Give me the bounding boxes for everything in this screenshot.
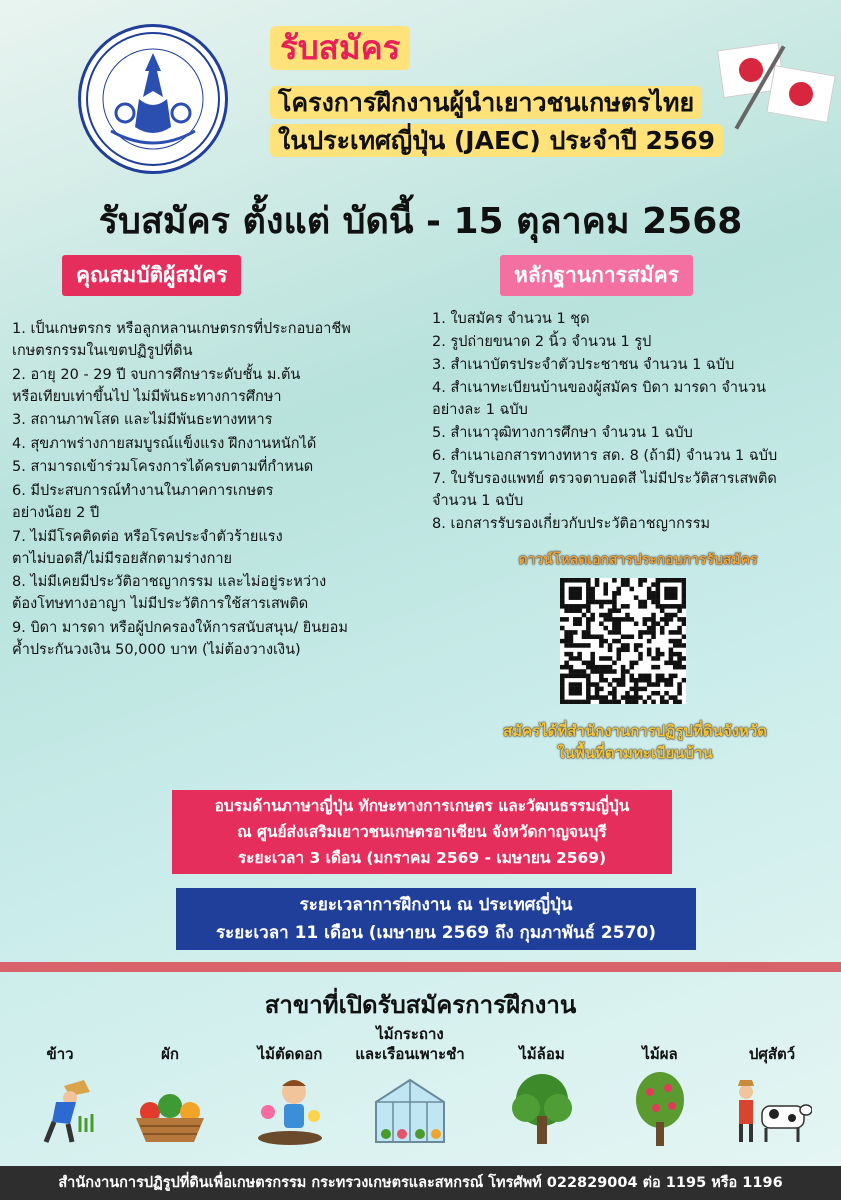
cut-flower-icon bbox=[250, 1072, 330, 1147]
japan-flag-icon bbox=[766, 65, 835, 123]
qualification-item-line: ค้ำประกันวงเงิน 50,000 บาท (ไม่ต้องวางเงิน) bbox=[12, 641, 301, 658]
apply-location-note bbox=[430, 720, 840, 764]
alro-logo bbox=[78, 24, 228, 174]
page-title: รับสมัคร bbox=[270, 26, 410, 70]
branch-greenhouse bbox=[350, 1018, 470, 1147]
qualification-item-line: ตาไม่บอดสี/ไม่มีรอยสักตามร่างกาย bbox=[12, 550, 233, 567]
training-thailand-box bbox=[172, 790, 672, 874]
qualification-item-line: 5. สามารถเข้าร่วมโครงการได้ครบตามที่กำหนด bbox=[12, 459, 314, 476]
document-item bbox=[432, 354, 832, 376]
project-name-line1: โครงการฝึกงานผู้นำเยาวชนเกษตรไทย bbox=[270, 86, 702, 119]
qualification-item-line: 8. ไม่มีเคยมีประวัติอาชญากรรม และไม่อยู่ระหว่าง bbox=[12, 574, 327, 591]
tree-icon bbox=[502, 1072, 582, 1147]
qualification-item bbox=[12, 617, 422, 661]
japan-line1: ระยะเวลาการฝึกงาน ณ ประเทศญี่ปุ่น bbox=[299, 895, 573, 915]
qualification-item bbox=[12, 480, 422, 524]
qualification-item bbox=[12, 318, 422, 362]
branch-vegetable bbox=[110, 1018, 230, 1147]
document-item-line: 1. ใบสมัคร จำนวน 1 ชุด bbox=[432, 311, 590, 327]
qualifications-list bbox=[12, 318, 422, 662]
document-item bbox=[432, 422, 832, 444]
qualification-item-line: 4. สุขภาพร่างกายสมบูรณ์แข็งแรง ฝึกงานหนักได้ bbox=[12, 435, 317, 452]
qualification-item-line: 9. บิดา มารดา หรือผู้ปกครองให้การสนับสนุน/ ยินยอม bbox=[12, 619, 348, 636]
documents-heading: หลักฐานการสมัคร bbox=[500, 255, 693, 296]
fruit-tree-icon bbox=[620, 1072, 700, 1147]
livestock-icon bbox=[732, 1072, 812, 1147]
qualification-item-line: 2. อายุ 20 - 29 ปี จบการศึกษาระดับชั้น ม.ต้น bbox=[12, 366, 301, 383]
qualification-item-line: 6. มีประสบการณ์ทำงานในภาคการเกษตร bbox=[12, 482, 274, 499]
vegetable-basket-icon bbox=[130, 1072, 210, 1147]
project-name-line2: ในประเทศญี่ปุ่น (JAEC) ประจำปี 2569 bbox=[270, 124, 723, 157]
document-item-line: 8. เอกสารรับรองเกี่ยวกับประวัติอาชญากรรม bbox=[432, 516, 711, 532]
branch-label: ไม้ตัดดอก bbox=[257, 1045, 323, 1063]
branch-rice bbox=[0, 1018, 120, 1147]
branch-fruit-tree bbox=[600, 1018, 720, 1147]
branch-cut-flower bbox=[230, 1018, 350, 1147]
branch-label: ปศุสัตว์ bbox=[748, 1045, 796, 1063]
qualification-item-line: 3. สถานภาพโสด และไม่มีพันธะทางทหาร bbox=[12, 412, 273, 429]
branch-label: ไม้ผล bbox=[642, 1045, 678, 1063]
branch-label: ข้าว bbox=[46, 1045, 74, 1063]
branch-tree bbox=[482, 1018, 602, 1147]
documents-list bbox=[432, 308, 832, 536]
qr-code-icon[interactable] bbox=[560, 578, 686, 704]
training-japan-box bbox=[176, 888, 696, 950]
qualification-item-line: ต้องโทษทางอาญา ไม่มีประวัติการใช้สารเสพติด bbox=[12, 596, 309, 613]
document-item bbox=[432, 377, 832, 421]
qualification-item-line: 7. ไม่มีโรคติดต่อ หรือโรคประจำตัวร้ายแรง bbox=[12, 528, 283, 545]
document-item-line: 2. รูปถ่ายขนาด 2 นิ้ว จำนวน 1 รูป bbox=[432, 334, 652, 350]
greenhouse-icon bbox=[370, 1072, 450, 1147]
document-item-line: จำนวน 1 ฉบับ bbox=[432, 493, 524, 509]
qualification-item bbox=[12, 433, 422, 455]
training-line3: ระยะเวลา 3 เดือน (มกราคม 2569 - เมษายน 2569) bbox=[237, 849, 607, 867]
branch-label: ผัก bbox=[161, 1045, 179, 1063]
document-item bbox=[432, 468, 832, 512]
qualifications-heading: คุณสมบัติผู้สมัคร bbox=[62, 255, 241, 296]
application-period: รับสมัคร ตั้งแต่ บัดนี้ - 15 ตุลาคม 2568 bbox=[98, 201, 743, 242]
rice-farmer-icon bbox=[20, 1072, 100, 1147]
document-item bbox=[432, 331, 832, 353]
qualification-item-line: 1. เป็นเกษตรกร หรือลูกหลานเกษตรกรที่ประกอบอาชีพ bbox=[12, 321, 351, 337]
branch-label: ไม้ล้อม bbox=[519, 1045, 565, 1063]
qualification-item bbox=[12, 409, 422, 431]
download-title: ดาวน์โหลดเอกสารประกอบการรับสมัคร bbox=[518, 552, 758, 568]
qualification-item-line: เกษตรกรรมในเขตปฏิรูปที่ดิน bbox=[12, 343, 193, 359]
training-line2: ณ ศูนย์ส่งเสริมเยาวชนเกษตรอาเซียน จังหวัดกาญจนบุรี bbox=[237, 823, 607, 841]
document-item-line: 6. สำเนาเอกสารทางทหาร สด. 8 (ถ้ามี) จำนวน 1 ฉบับ bbox=[432, 448, 778, 464]
japan-line2: ระยะเวลา 11 เดือน (เมษายน 2569 ถึง กุมภาพันธ์ 2570) bbox=[215, 923, 656, 943]
branches-title: สาขาที่เปิดรับสมัครการฝึกงาน bbox=[264, 991, 577, 1019]
qualification-item bbox=[12, 571, 422, 615]
document-item-line: 5. สำเนาวุฒิทางการศึกษา จำนวน 1 ฉบับ bbox=[432, 425, 693, 441]
qualification-item bbox=[12, 456, 422, 478]
branch-label: ไม้กระถาง bbox=[376, 1025, 444, 1043]
qualification-item-line: หรือเทียบเท่าขึ้นไป ไม่มีพันธะทางการศึกษา bbox=[12, 388, 282, 405]
document-item bbox=[432, 308, 832, 330]
document-item-line: 7. ใบรับรองแพทย์ ตรวจตาบอดสี ไม่มีประวัติสารเสพติด bbox=[432, 471, 777, 487]
training-line1: อบรมด้านภาษาญี่ปุ่น ทักษะทางการเกษตร และวัฒนธรรมญี่ปุ่น bbox=[214, 797, 630, 815]
apply-note-line1: สมัครได้ที่สำนักงานการปฏิรูปที่ดินจังหวัด bbox=[502, 722, 767, 740]
document-item bbox=[432, 445, 832, 467]
document-item-line: อย่างละ 1 ฉบับ bbox=[432, 402, 528, 418]
branch-livestock bbox=[712, 1018, 832, 1147]
apply-note-line2: ในพื้นที่ตามทะเบียนบ้าน bbox=[557, 744, 713, 762]
document-item-line: 4. สำเนาทะเบียนบ้านของผู้สมัคร บิดา มารดา จำนวน bbox=[432, 380, 766, 396]
footer-contact: สำนักงานการปฏิรูปที่ดินเพื่อเกษตรกรรม กระทรวงเกษตรและสหกรณ์ โทรศัพท์ 022829004 ต่อ 1195 หรือ 1196 bbox=[0, 1166, 841, 1200]
divider bbox=[0, 962, 841, 972]
qualification-item bbox=[12, 526, 422, 570]
qualification-item bbox=[12, 364, 422, 408]
document-item bbox=[432, 513, 832, 535]
branch-label: และเรือนเพาะชำ bbox=[355, 1045, 465, 1063]
document-item-line: 3. สำเนาบัตรประจำตัวประชาชน จำนวน 1 ฉบับ bbox=[432, 357, 735, 373]
qualification-item-line: อย่างน้อย 2 ปี bbox=[12, 504, 100, 521]
